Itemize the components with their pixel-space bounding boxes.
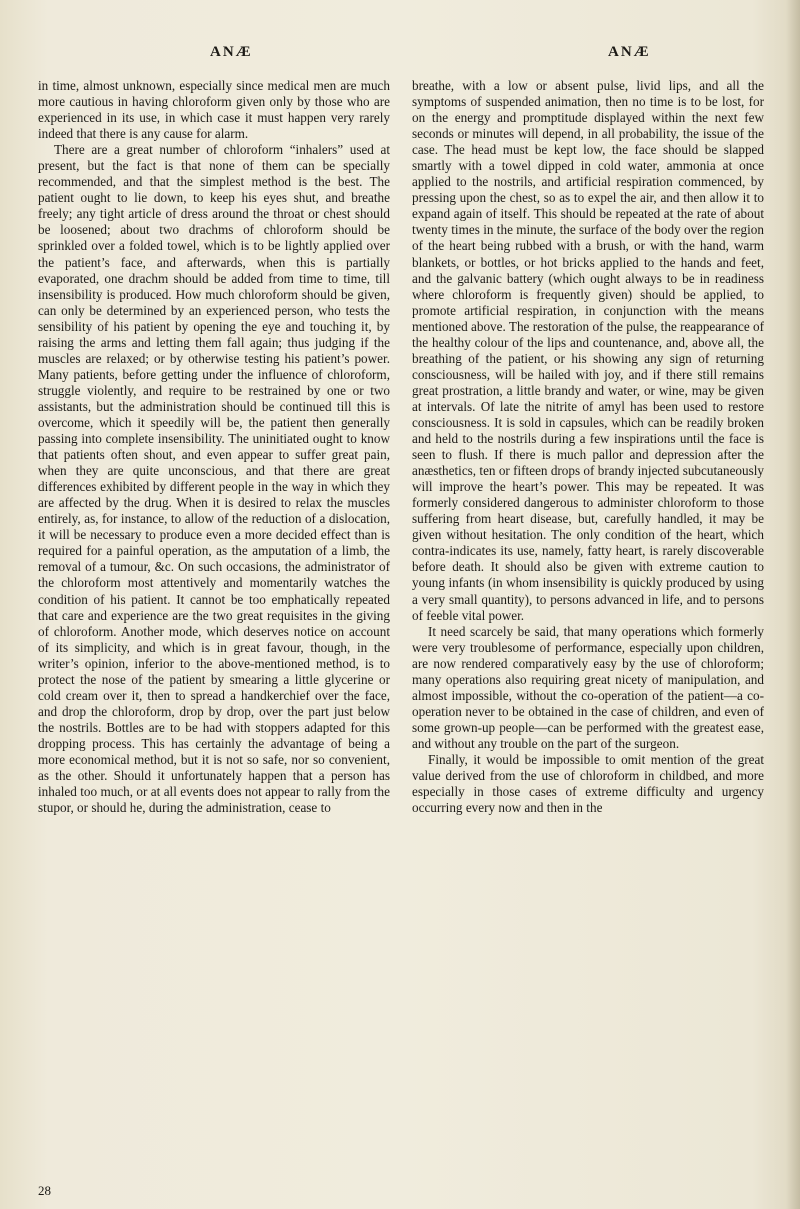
paragraph: in time, almost unknown, especially since medical men are much more cautious in having chloroform given only by those who are experienced in its use, in which case it must happen very rarely indeed that there is any cause for alarm. (38, 78, 390, 142)
paragraph: It need scarcely be said, that many operations which formerly were very troublesome of performance, especially upon children, are now rendered comparatively easy by the use of chloroform; many operations also requiring great nicety of manipulation, and almost impossible, without the co-operation of the patient—a co-operation never to be obtained in the case of children, and even of some grown-up people—can be performed with the greatest ease, and without any trouble on the part of the surgeon. (412, 623, 764, 751)
page-number: 28 (38, 1183, 51, 1198)
running-head-left: ANÆ (210, 44, 253, 60)
paragraph: Finally, it would be impossible to omit mention of the great value derived from the use of chloroform in childbed, and more especially in those cases of extreme difficulty and urgency occurring every now and then in the (412, 751, 764, 816)
page-edge-shadow (786, 0, 800, 1209)
running-head-right: ANÆ (608, 44, 651, 60)
left-column (38, 78, 390, 816)
paragraph: There are a great number of chloroform “inhalers” used at present, but the fact is that none of them can be specially recommended, and that the simplest method is the best. The patient ought to lie down, to keep his eyes shut, and breathe freely; any tight article of dress around the throat or chest should be loosened; about two drachms of chloroform should be sprinkled over a folded towel, which is to be lightly applied over the patient’s face, and afterwards, when this is partially evaporated, one drachm should be added from time to time, till insensibility is produced. How much chloroform should be given, can only be determined by an experienced person, who tests the sensibility of his patient by opening the eye and touching it, by raising the arms and letting them fall again; thus judging if the muscles are relaxed; or by otherwise testing his patient’s power. Many patients, before getting under the influence of chloroform, struggle violently, and require to be restrained by one or two assistants, but the administration should be continued till this is overcome, which it speedily will be, the patient then generally passing into complete insensibility. The uninitiated ought to know that patients often shout, and even appear to suffer great pain, when they are quite unconscious, and that there are great differences exhibited by different people in the way in which they are affected by the drug. When it is desired to relax the muscles entirely, as, for instance, to allow of the reduction of a dislocation, it will be necessary to produce even a more decided effect than is required for a painful operation, as the amputation of a limb, the removal of a tumour, &c. On such occasions, the administrator of the chloroform most attentively and momentarily watches the condition of his patient. It cannot be too emphatically repeated that care and experience are the two great requisites in the giving of chloroform. Another mode, which deserves notice on account of its simplicity, and which is in great favour, though, in the writer’s opinion, inferior to the above-mentioned method, is to protect the nose of the patient by smearing a little glycerine or cold cream over it, then to spread a handkerchief over the face, and drop the chloroform, drop by drop, over the part just below the nostrils. Bottles are to be had with stoppers adapted for this dropping process. This has certainly the advantage of being a more economical method, but it is not so safe, nor so convenient, as the other. Should it unfortunately happen that a person has inhaled too much, or at all events does not appear to rally from the stupor, or should he, during the administration, cease to (38, 142, 390, 816)
paragraph: breathe, with a low or absent pulse, livid lips, and all the symptoms of suspended animation, then no time is to be lost, for on the energy and promptitude displayed within the next few seconds or minutes will depend, in all probability, the issue of the case. The head must be kept low, the face should be slapped smartly with a towel dipped in cold water, ammonia at once applied to the nostrils, and artificial respiration commenced, by pressing upon the chest, so as to expel the air, and then allow it to expand again of itself. This should be repeated at the rate of about twenty times in the minute, the surface of the body over the region of the heart being rubbed with a brush, or with the hand, warm blankets, or bottles, or hot bricks applied to the hands and feet, and the galvanic battery (which ought always to be in readiness where chloroform is frequently given) should be applied, to promote artificial respiration, in conjunction with the means mentioned above. The restoration of the pulse, the reappearance of the healthy colour of the lips and countenance, and, above all, the breathing of the patient, or his showing any sign of returning consciousness, will be hailed with joy, and if there still remains great prostration, a little brandy and water, or wine, may be given at intervals. Of late the nitrite of amyl has been used to restore consciousness. It is sold in capsules, which can be readily broken and held to the nostrils during a few inspirations until the face is seen to flush. If there is much pallor and depression after the anæsthetics, ten or fifteen drops of brandy injected subcutaneously will improve the heart’s power. This may be repeated. It was formerly considered dangerous to administer chloroform to those suffering from heart disease, but, carefully handled, it may be given without hesitation. The only condition of the heart, which contra-indicates its use, namely, fatty heart, is rarely discoverable before death. It should also be given with extreme caution to young infants (in whom insensibility is quickly produced by using a very small quantity), to persons advanced in life, and to persons of feeble vital power. (412, 78, 764, 623)
right-column (412, 78, 764, 816)
